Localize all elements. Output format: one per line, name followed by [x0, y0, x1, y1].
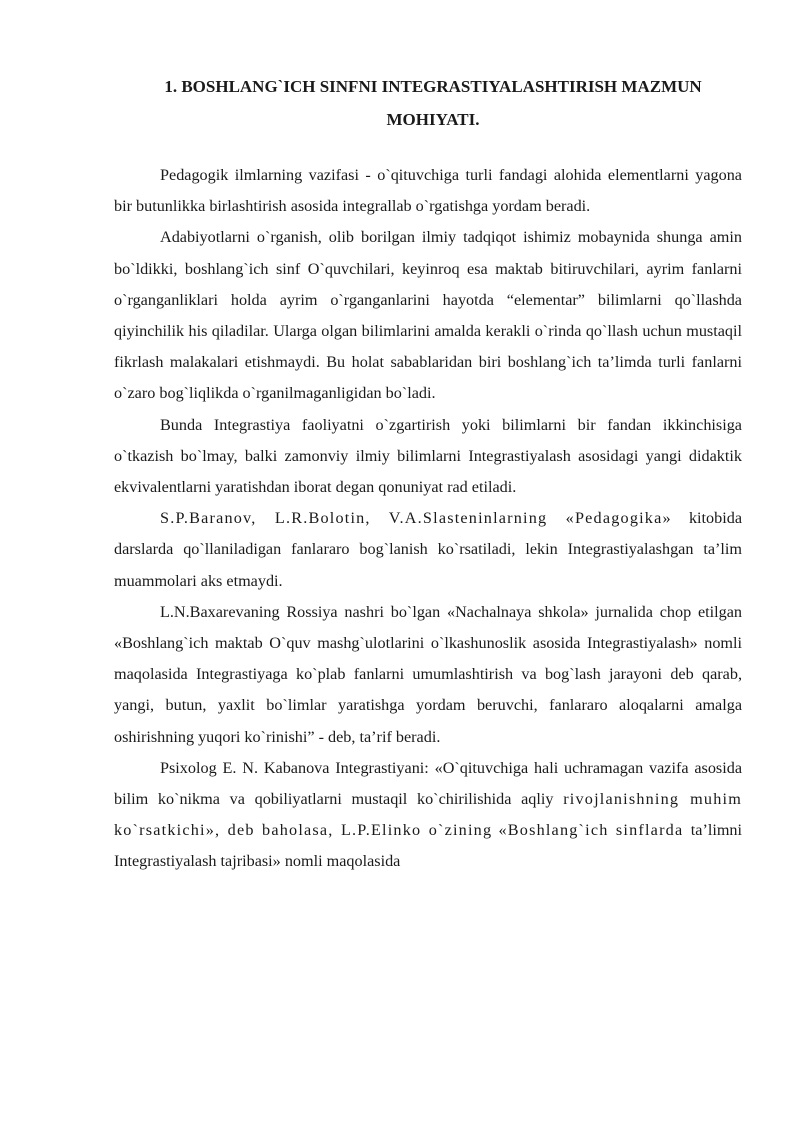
authors-text: S.P.Baranov, L.R.Bolotin, V.A.Slasteninlarning «Pedagogika» — [160, 509, 672, 528]
title-line-1: 1. BOSHLANG`ICH SINFNI INTEGRASTIYALASHTIRISH MAZMUN — [164, 77, 702, 96]
paragraph-6-end: ta’limni Integrastiyalash tajribasi» nomli maqolasida — [114, 821, 743, 871]
paragraph-3: Bunda Integrastiya faoliyatni o`zgartirish yoki bilimlarni bir fandan ikkinchisiga o`tkazish bo`lmay, balki zamonviy ilmiy bilimlarni Integrastiyalash asosidagi yangi didaktik ekvivalentlarni yaratishdan iborat degan qonuniyat rad etiladi. — [114, 415, 742, 497]
kabanova-intro: Psixolog E. N. Kabanova — [160, 758, 336, 777]
document-page — [114, 70, 742, 878]
boshlang-sinf-text: «Boshlang`ich sinflarda — [498, 821, 691, 840]
document-title — [114, 70, 742, 136]
paragraph-6-text: Integrastiyani: «O`qituvchiga hali uchramagan vazifa asosida bilim ko`nikma va qobiliyatlarni mustaqil ko`chirilishida aqliy — [114, 758, 743, 809]
rivojlanish-text: rivojlanishning muhim ko`rsatkichi», deb baholasa, — [114, 790, 742, 840]
paragraph-2: Adabiyotlarni o`rganish, olib borilgan ilmiy tadqiqot ishimiz mobaynida shunga amin bo`ldikki, boshlang`ich sinf O`quvchilari, keyinroq esa maktab bitiruvchilari, ayrim fanlarni o`rganganliklari holda ayrim o`rganganlarini hayotda “elementar” bilimlarni qo`llashda qiyinchilik his qiladilar. Ularga olgan bilimlarini amalda kerakli o`rinda qo`llash uchun mustaqil fikrlash malakalari etishmaydi. Bu holat sabablaridan biri boshlang`ich ta’limda turli fanlarni o`zaro bog`liqlikda o`rganilmaganligidan bo`ladi. — [114, 228, 742, 403]
paragraph-6 — [114, 753, 742, 878]
paragraph-4-rest: kitobida darslarda qo`llaniladigan fanlararo bog`lanish ko`rsatiladi, lekin Integrastiyalashgan ta’lim muammolari aks etmaydi. — [114, 509, 743, 590]
paragraph-5: L.N.Baxarevaning Rossiya nashri bo`lgan «Nachalnaya shkola» jurnalida chop etilgan «Boshlang`ich maktab O`quv mashg`ulotlarini o`lkashunoslik asosida Integrastiyalash» nomli maqolasida Integrastiyaga ko`plab fanlarni umumlashtirish va bog`lash jarayoni deb qarab, yangi, butun, yaxlit bo`limlar yaratishga yordam beruvchi, fanlararo aloqalarni amalga oshirishning yuqori ko`rinishi” - deb, ta’rif beradi. — [114, 602, 742, 746]
paragraph-4 — [114, 503, 742, 597]
elinko-text: L.P.Elinko o`zining — [340, 821, 493, 840]
paragraph-1: Pedagogik ilmlarning vazifasi - o`qituvchiga turli fandagi alohida elementlarni yagona bir butunlikka birlashtirish asosida integrallab o`rgatishga yordam beradi. — [114, 166, 742, 216]
title-line-2: MOHIYATI. — [386, 110, 480, 129]
